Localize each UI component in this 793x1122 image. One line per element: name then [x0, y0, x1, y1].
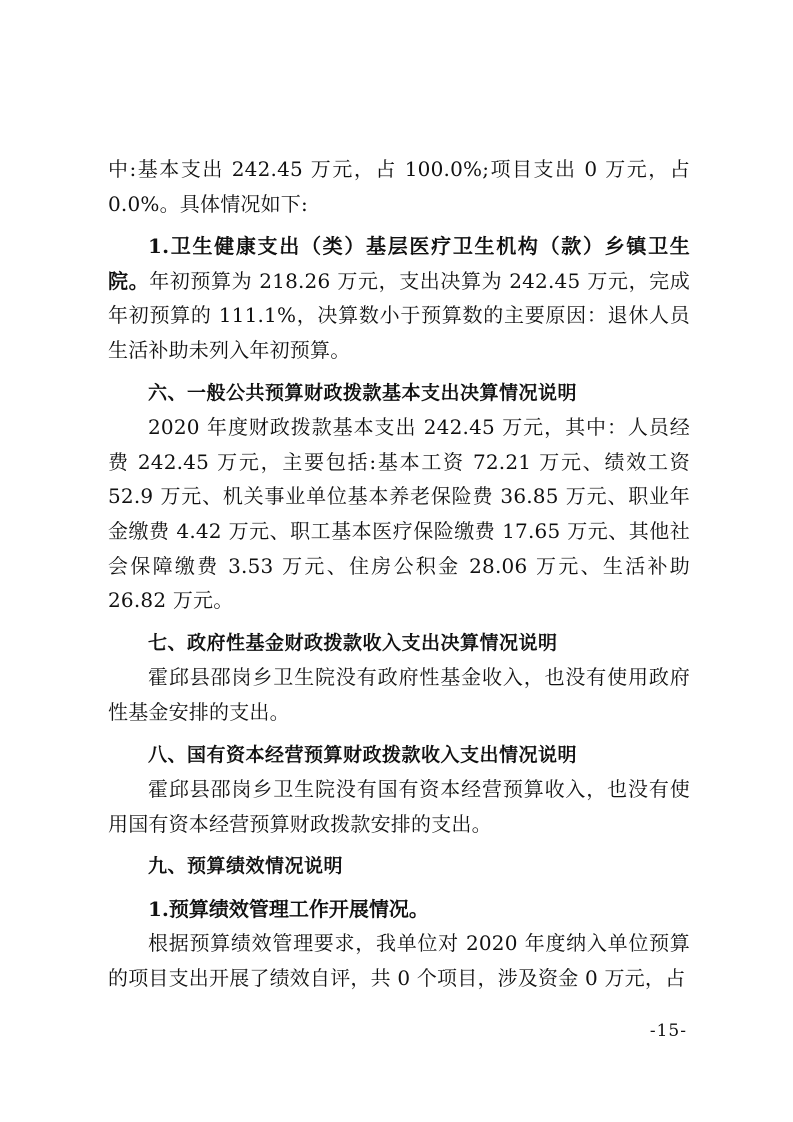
heading-section-6: 六、一般公共预算财政拨款基本支出决算情况说明 [148, 381, 578, 404]
paragraph-budget-summary: 中:基本支出 242.45 万元，占 100.0%;项目支出 0 万元，占 0.0%。具体情况如下: [108, 157, 690, 216]
item-1-title: 1.卫生健康支出（类）基层医疗卫生机构（款）乡镇卫生院。 [108, 234, 690, 293]
heading-section-9-1: 1.预算绩效管理工作开展情况。 [148, 896, 429, 921]
paragraph-section-7: 霍邱县邵岗乡卫生院没有政府性基金收入，也没有使用政府性基金安排的支出。 [108, 665, 690, 724]
heading-section-7: 七、政府性基金财政拨款收入支出决算情况说明 [148, 631, 558, 654]
paragraph-item-1 [108, 229, 690, 367]
paragraph-section-6: 2020 年度财政拨款基本支出 242.45 万元，其中：人员经费 242.45 万元，主要包括:基本工资 72.21 万元、绩效工资 52.9 万元、机关事业单位基本养老保险费 36.85 万元、职业年金缴费 4.42 万元、职工基本医疗保险缴费 17.65 万元、其他社会保障缴费 3.53 万元、住房公积金 28.06 万元、生活补助 26.82 万元。 [108, 415, 690, 613]
document-body [108, 152, 690, 996]
heading-section-9: 九、预算绩效情况说明 [148, 855, 344, 878]
item-1-body: 年初预算为 218.26 万元，支出决算为 242.45 万元，完成年初预算的 111.1%，决算数小于预算数的主要原因：退休人员生活补助未列入年初预算。 [108, 268, 690, 362]
paragraph-section-9: 根据预算绩效管理要求，我单位对 2020 年度纳入单位预算的项目支出开展了绩效自评，共 0 个项目，涉及资金 0 万元，占 [108, 931, 690, 991]
heading-section-8: 八、国有资本经营预算财政拨款收入支出情况说明 [148, 743, 578, 766]
page-number: -15- [649, 1021, 687, 1041]
paragraph-section-8: 霍邱县邵岗乡卫生院没有国有资本经营预算收入，也没有使用国有资本经营预算财政拨款安排的支出。 [108, 777, 690, 836]
